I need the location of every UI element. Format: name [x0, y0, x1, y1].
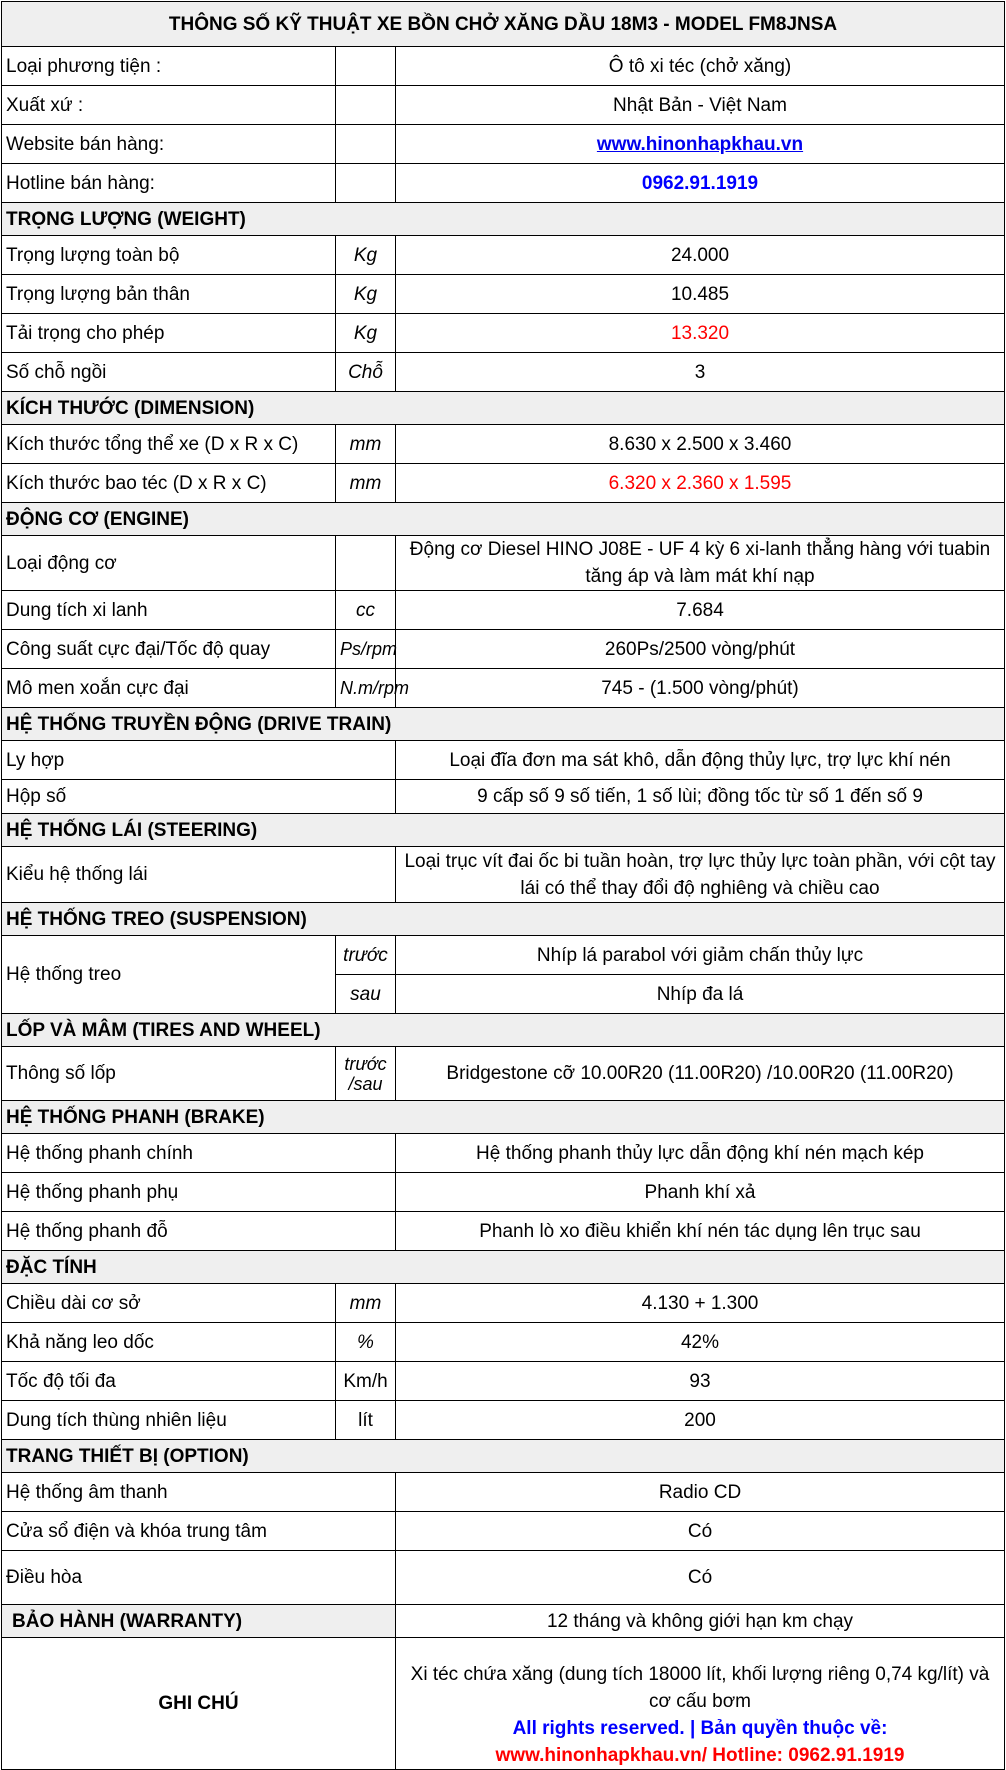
displacement-label: Dung tích xi lanh: [2, 591, 336, 630]
section-warranty: BẢO HÀNH (WARRANTY): [2, 1605, 396, 1638]
section-drivetrain: HỆ THỐNG TRUYỀN ĐỘNG (DRIVE TRAIN): [2, 708, 1005, 741]
origin-unit: [336, 86, 396, 125]
tire-spec-label: Thông số lốp: [2, 1047, 336, 1101]
hotline-label: Hotline bán hàng:: [2, 164, 336, 203]
table-row: [2, 591, 1005, 630]
table-row: [2, 536, 1005, 591]
table-row: [2, 1638, 1005, 1770]
suspension-rear-value: Nhíp đa lá: [396, 975, 1005, 1014]
seats-unit: Chỗ: [336, 353, 396, 392]
seats-value: 3: [396, 353, 1005, 392]
suspension-rear-unit: sau: [336, 975, 396, 1014]
overall-dimension-unit: mm: [336, 425, 396, 464]
aux-brake-label: Hệ thống phanh phụ: [2, 1173, 396, 1212]
steering-type-label: Kiểu hệ thống lái: [2, 847, 396, 903]
gross-weight-label: Trọng lượng toàn bộ: [2, 236, 336, 275]
curb-weight-label: Trọng lượng bản thân: [2, 275, 336, 314]
max-power-unit: Ps/rpm: [336, 630, 396, 669]
tank-dimension-unit: mm: [336, 464, 396, 503]
audio-value: Radio CD: [396, 1473, 1005, 1512]
tire-unit-line1: trước: [344, 1053, 387, 1074]
payload-label: Tải trọng cho phép: [2, 314, 336, 353]
table-row: [2, 741, 1005, 780]
engine-type-value: Động cơ Diesel HINO J08E - UF 4 kỳ 6 xi-lanh thẳng hàng với tuabin tăng áp và làm mát khí nạp: [396, 536, 1005, 591]
gradeability-label: Khả năng leo dốc: [2, 1323, 336, 1362]
website-cell: [396, 125, 1005, 164]
overall-dimension-value: 8.630 x 2.500 x 3.460: [396, 425, 1005, 464]
payload-value: 13.320: [670, 322, 730, 344]
gross-weight-value: 24.000: [396, 236, 1005, 275]
table-row: [2, 1323, 1005, 1362]
tire-unit-line2: /sau: [348, 1073, 383, 1094]
warranty-value: 12 tháng và không giới hạn km chạy: [396, 1605, 1005, 1638]
clutch-value: Loại đĩa đơn ma sát khô, dẫn động thủy lực, trợ lực khí nén: [396, 741, 1005, 780]
table-row: [2, 47, 1005, 86]
max-speed-unit: Km/h: [336, 1362, 396, 1401]
max-power-value: 260Ps/2500 vòng/phút: [396, 630, 1005, 669]
table-row: [2, 780, 1005, 814]
section-engine: ĐỘNG CƠ (ENGINE): [2, 503, 1005, 536]
table-row: [2, 425, 1005, 464]
tire-spec-value: Bridgestone cỡ 10.00R20 (11.00R20) /10.00R20 (11.00R20): [396, 1047, 1005, 1101]
table-row: [2, 236, 1005, 275]
max-torque-unit: N.m/rpm: [336, 669, 396, 708]
max-speed-label: Tốc độ tối đa: [2, 1362, 336, 1401]
section-options: TRANG THIẾT BỊ (OPTION): [2, 1440, 1005, 1473]
tank-dimension-cell: [396, 464, 1005, 503]
table-row: [2, 1212, 1005, 1251]
rights-text: All rights reserved. | Bản quyền thuộc về:: [512, 1718, 888, 1739]
air-conditioning-value: Có: [396, 1551, 1005, 1605]
tank-dimension-label: Kích thước bao téc (D x R x C): [2, 464, 336, 503]
origin-value: Nhật Bản - Việt Nam: [396, 86, 1005, 125]
engine-type-label: Loại động cơ: [2, 536, 336, 591]
aux-brake-value: Phanh khí xả: [396, 1173, 1005, 1212]
parking-brake-label: Hệ thống phanh đỗ: [2, 1212, 396, 1251]
main-brake-label: Hệ thống phanh chính: [2, 1134, 396, 1173]
table-row: [2, 1605, 1005, 1638]
section-tires: LỐP VÀ MÂM (TIRES AND WHEEL): [2, 1014, 1005, 1047]
sheet-title: THÔNG SỐ KỸ THUẬT XE BỒN CHỞ XĂNG DẦU 18M3 - MODEL FM8JNSA: [2, 2, 1005, 47]
table-row: [2, 630, 1005, 669]
spec-table: [1, 1, 1005, 1770]
table-row: [2, 1047, 1005, 1101]
power-window-value: Có: [396, 1512, 1005, 1551]
table-row: [2, 1512, 1005, 1551]
suspension-front-unit: trước: [336, 936, 396, 975]
curb-weight-unit: Kg: [336, 275, 396, 314]
curb-weight-value: 10.485: [396, 275, 1005, 314]
section-weight: TRỌNG LƯỢNG (WEIGHT): [2, 203, 1005, 236]
table-row: [2, 1362, 1005, 1401]
main-brake-value: Hệ thống phanh thủy lực dẫn động khí nén mạch kép: [396, 1134, 1005, 1173]
note-cell: [396, 1638, 1005, 1770]
suspension-front-value: Nhíp lá parabol với giảm chấn thủy lực: [396, 936, 1005, 975]
contact-text: www.hinonhapkhau.vn/ Hotline: 0962.91.1919: [495, 1745, 905, 1766]
wheelbase-label: Chiều dài cơ sở: [2, 1284, 336, 1323]
section-steering: HỆ THỐNG LÁI (STEERING): [2, 814, 1005, 847]
table-row: [2, 1551, 1005, 1605]
hotline-cell: [396, 164, 1005, 203]
displacement-unit: cc: [336, 591, 396, 630]
vehicle-type-value: Ô tô xi téc (chở xăng): [396, 47, 1005, 86]
title-row: [2, 2, 1005, 47]
table-row: [2, 1284, 1005, 1323]
table-row: [2, 936, 1005, 975]
gradeability-value: 42%: [396, 1323, 1005, 1362]
hotline-unit: [336, 164, 396, 203]
vehicle-type-label: Loại phương tiện :: [2, 47, 336, 86]
max-torque-label: Mô men xoắn cực đại: [2, 669, 336, 708]
website-label: Website bán hàng:: [2, 125, 336, 164]
table-row: [2, 86, 1005, 125]
website-unit: [336, 125, 396, 164]
audio-label: Hệ thống âm thanh: [2, 1473, 396, 1512]
wheelbase-unit: mm: [336, 1284, 396, 1323]
steering-type-value: Loại trục vít đai ốc bi tuần hoàn, trợ lực thủy lực toàn phần, với cột tay lái có thể thay đổi độ nghiêng và chiều cao: [396, 847, 1005, 903]
air-conditioning-label: Điều hòa: [2, 1551, 396, 1605]
fuel-tank-unit: lít: [336, 1401, 396, 1440]
note-text: Xi téc chứa xăng (dung tích 18000 lít, khối lượng riêng 0,74 kg/lít) và cơ cấu bơm: [410, 1664, 990, 1712]
power-window-label: Cửa sổ điện và khóa trung tâm: [2, 1512, 396, 1551]
note-label: GHI CHÚ: [2, 1638, 396, 1770]
hotline-value: 0962.91.1919: [641, 172, 759, 194]
origin-label: Xuất xứ :: [2, 86, 336, 125]
gearbox-label: Hộp số: [2, 780, 396, 814]
max-speed-value: 93: [396, 1362, 1005, 1401]
seats-label: Số chỗ ngồi: [2, 353, 336, 392]
gearbox-value: 9 cấp số 9 số tiến, 1 số lùi; đồng tốc từ số 1 đến số 9: [396, 780, 1005, 814]
max-torque-value: 745 - (1.500 vòng/phút): [396, 669, 1005, 708]
engine-type-unit: [336, 536, 396, 591]
tank-dimension-value: 6.320 x 2.360 x 1.595: [608, 472, 792, 494]
section-suspension: HỆ THỐNG TREO (SUSPENSION): [2, 903, 1005, 936]
payload-unit: Kg: [336, 314, 396, 353]
table-row: [2, 669, 1005, 708]
payload-cell: [396, 314, 1005, 353]
table-row: [2, 275, 1005, 314]
website-link[interactable]: www.hinonhapkhau.vn: [596, 133, 804, 155]
displacement-value: 7.684: [396, 591, 1005, 630]
table-row: [2, 1173, 1005, 1212]
table-row: [2, 464, 1005, 503]
table-row: [2, 1134, 1005, 1173]
wheelbase-value: 4.130 + 1.300: [396, 1284, 1005, 1323]
table-row: [2, 314, 1005, 353]
gross-weight-unit: Kg: [336, 236, 396, 275]
vehicle-type-unit: [336, 47, 396, 86]
gradeability-unit: %: [336, 1323, 396, 1362]
clutch-label: Ly hợp: [2, 741, 396, 780]
suspension-label: Hệ thống treo: [2, 936, 336, 1014]
table-row: [2, 1401, 1005, 1440]
section-features: ĐẶC TÍNH: [2, 1251, 1005, 1284]
parking-brake-value: Phanh lò xo điều khiển khí nén tác dụng lên trục sau: [396, 1212, 1005, 1251]
table-row: [2, 1473, 1005, 1512]
tire-spec-unit: [336, 1047, 396, 1101]
section-dimension: KÍCH THƯỚC (DIMENSION): [2, 392, 1005, 425]
table-row: [2, 164, 1005, 203]
table-row: [2, 847, 1005, 903]
fuel-tank-label: Dung tích thùng nhiên liệu: [2, 1401, 336, 1440]
overall-dimension-label: Kích thước tổng thể xe (D x R x C): [2, 425, 336, 464]
max-power-label: Công suất cực đại/Tốc độ quay: [2, 630, 336, 669]
table-row: [2, 353, 1005, 392]
section-brake: HỆ THỐNG PHANH (BRAKE): [2, 1101, 1005, 1134]
fuel-tank-value: 200: [396, 1401, 1005, 1440]
table-row: [2, 125, 1005, 164]
